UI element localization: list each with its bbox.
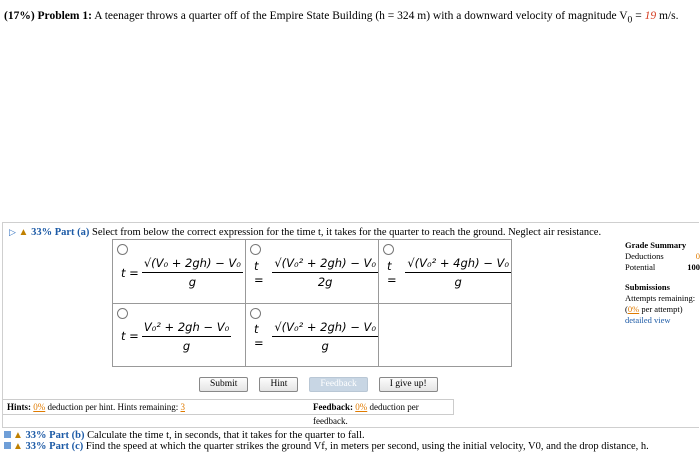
choice-4[interactable]: t = $\frac{\text{V₀² + 2gh − V₀}}{g}$: [113, 303, 246, 367]
choice-3-denominator: g: [454, 275, 462, 289]
part-c-text: Find the speed at which the quarter strikes the ground Vf, in meters per second, using the initial velocity, V0, and the drop distance, h.: [85, 441, 649, 452]
warning-icon: ▲: [13, 430, 23, 441]
radio-choice-1[interactable]: [117, 244, 128, 255]
give-up-button[interactable]: I give up!: [379, 377, 438, 392]
problem-statement: (17%) Problem 1: A teenager throws a quarter off of the Empire State Building (h = 324 m) with a downward velocity of magnitude $V_0 = 19$ m/s.: [4, 10, 679, 26]
radio-choice-5[interactable]: [250, 308, 261, 319]
detailed-view-link[interactable]: detailed view: [625, 315, 671, 325]
submissions-title: Submissions: [625, 282, 670, 292]
feedback-percent: 0%: [355, 402, 368, 412]
choice-3[interactable]: t = $\frac{\text{√(V₀² + 4gh) − V₀}}{g}$: [379, 240, 512, 304]
velocity-value: 19: [644, 10, 657, 22]
choice-1-numerator: √(V₀ + 2gh) − V₀: [142, 256, 243, 273]
empty-cell: [379, 303, 512, 367]
attempts-remaining: Attempts remaining:: [625, 293, 696, 303]
potential-value: 100: [687, 262, 700, 272]
choice-5-numerator: √(V₀² + 2gh) − V₀: [272, 320, 378, 337]
hints-percent: 0%: [33, 402, 46, 412]
part-a-text: Select from below the correct expression for the time t, it takes for the quarter to reach the ground. Neglect air resistance.: [92, 227, 602, 238]
hints-feedback-bar: [3, 399, 454, 426]
choice-2-numerator: √(V₀² + 2gh) − V₀: [272, 256, 378, 273]
choice-5-denominator: g: [321, 338, 329, 353]
feedback-info: Feedback: 0% deduction per feedback.: [313, 402, 419, 426]
warning-icon: ▲: [18, 227, 29, 238]
hints-info: Hints: 0% deduction per hint. Hints remaining: 3: [7, 402, 185, 412]
part-a-header: [9, 227, 601, 238]
choice-3-numerator: √(V₀² + 4gh) − V₀: [405, 256, 511, 273]
warning-icon: ▲: [13, 441, 23, 452]
expand-icon[interactable]: [4, 431, 11, 438]
choice-4-denominator: g: [182, 338, 191, 353]
per-attempt: (0% per attempt): [625, 304, 683, 314]
radio-choice-3[interactable]: [383, 244, 394, 255]
choice-1[interactable]: t = $\frac{\text{√(V₀ + 2gh) − V₀}}{g}$: [113, 240, 246, 304]
choice-5[interactable]: t = $\frac{\text{√(V₀² + 2gh) − V₀}}{g}$: [246, 303, 379, 367]
problem-prefix: (17%) Problem 1:: [4, 10, 92, 22]
action-buttons: [199, 377, 438, 392]
expand-icon[interactable]: [4, 442, 11, 449]
submit-button[interactable]: Submit: [199, 377, 248, 392]
choice-2-denominator: 2g: [317, 275, 333, 289]
part-c-row[interactable]: ▲ 33% Part (c) Find the speed at which the quarter strikes the ground Vf, in meters per second, using the initial velocity, V0, and the drop distance, h.: [4, 441, 649, 452]
choice-2[interactable]: t = $\frac{\text{√(V₀² + 2gh) − V₀}}{2g}$: [246, 240, 379, 304]
radio-choice-4[interactable]: [117, 308, 128, 319]
part-a-panel: [2, 222, 699, 428]
deductions-value: 0: [695, 251, 700, 261]
other-parts: [4, 430, 649, 452]
part-b-text: Calculate the time t, in seconds, that it takes for the quarter to fall.: [87, 430, 365, 441]
choice-4-numerator: V₀² + 2gh − V₀: [142, 320, 231, 337]
grade-summary: Grade Summary Deductions 0 Potential 100 Submissions Attempts remaining: (0% per attempt) detailed view: [625, 240, 700, 325]
radio-choice-2[interactable]: [250, 244, 261, 255]
part-b-row[interactable]: ▲ 33% Part (b) Calculate the time t, in seconds, that it takes for the quarter to fall.: [4, 430, 649, 441]
answer-choices: [112, 239, 512, 367]
expand-triangle-icon[interactable]: ▷: [9, 227, 16, 237]
choice-1-denominator: g: [188, 275, 196, 289]
hint-button[interactable]: Hint: [259, 377, 298, 392]
grade-summary-title: Grade Summary: [625, 240, 687, 250]
part-a-percent: 33% Part (a): [31, 227, 90, 238]
problem-text: A teenager throws a quarter off of the Empire State Building (h = 324 m) with a downward velocity of magnitude V: [94, 10, 628, 22]
feedback-button: Feedback: [309, 377, 367, 392]
hints-remaining: 3: [180, 402, 185, 412]
